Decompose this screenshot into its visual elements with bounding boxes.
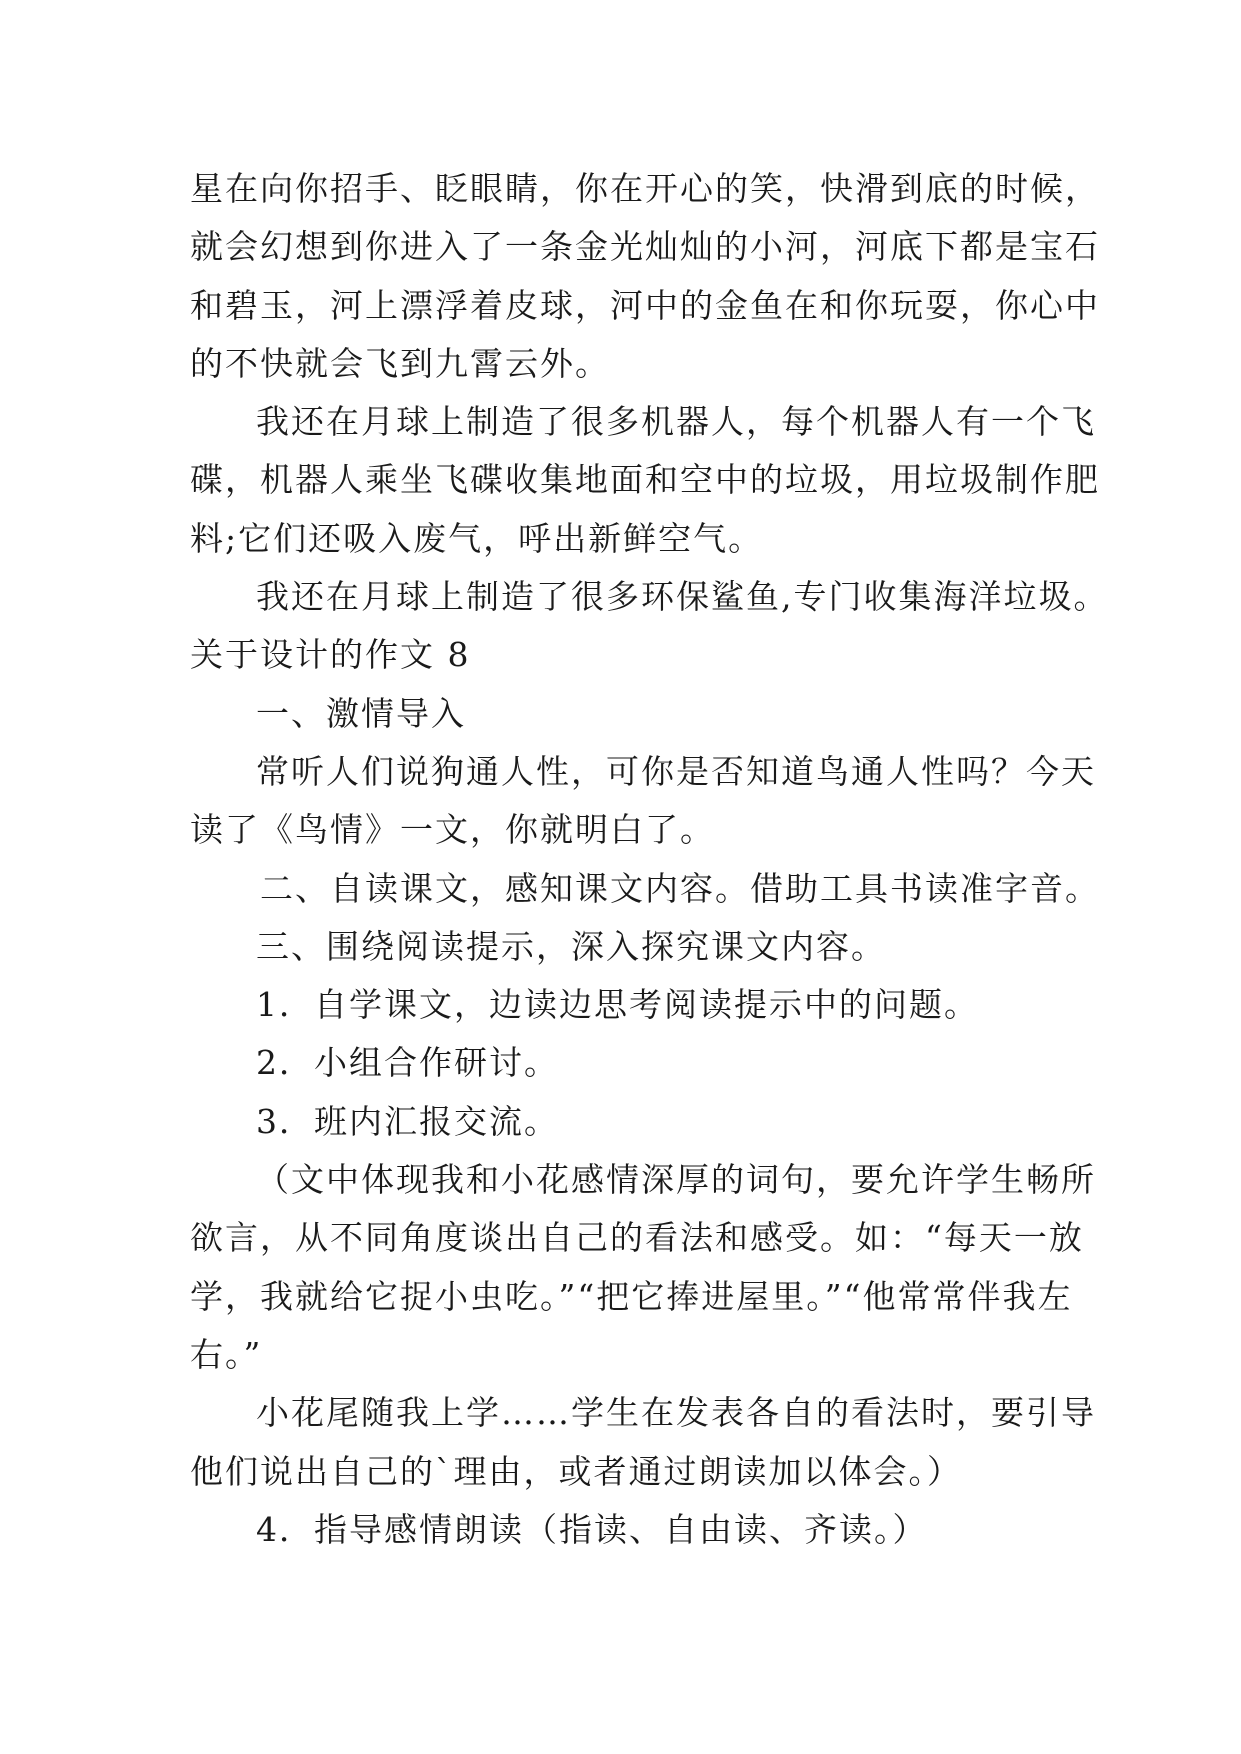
paragraph-start-line: 常听人们说狗通人性，可你是否知道鸟通人性吗？今天 [256, 751, 1096, 791]
list-item: 3．班内汇报交流。 [256, 1101, 559, 1141]
paragraph-start-line: 我还在月球上制造了很多机器人，每个机器人有一个飞 [256, 402, 1096, 442]
text-line: 星在向你招手、眨眼睛，你在开心的笑，快滑到底的时候， [190, 169, 1100, 208]
list-item: 2．小组合作研讨。 [256, 1043, 559, 1083]
text-line: 学，我就给它捉小虫吃。”“把它捧进屋里。”“他常常伴我左 [190, 1276, 1073, 1316]
text-line: 碟，机器人乘坐飞碟收集地面和空中的垃圾，用垃圾制作肥 [190, 460, 1100, 500]
text-line: 的不快就会飞到九霄云外。 [190, 343, 610, 383]
paragraph-start-line: （文中体现我和小花感情深厚的词句，要允许学生畅所 [256, 1160, 1096, 1200]
subsection-heading: 二、自读课文，感知课文内容。借助工具书读准字音。 [260, 868, 1100, 908]
subsection-heading: 一、激情导入 [256, 693, 466, 733]
section-heading: 关于设计的作文 8 [190, 635, 471, 675]
subsection-heading: 三、围绕阅读提示，深入探究课文内容。 [256, 926, 886, 966]
document-body [190, 160, 1109, 1559]
text-line: 欲言，从不同角度谈出自己的看法和感受。如：“每天一放 [190, 1218, 1084, 1258]
list-item: 4．指导感情朗读（指读、自由读、齐读。） [256, 1509, 928, 1549]
text-line: 读了《鸟情》一文，你就明白了。 [190, 810, 715, 850]
text-line: 他们说出自己的`理由，或者通过朗读加以体会。） [190, 1451, 962, 1491]
paragraph-start-line: 小花尾随我上学……学生在发表各自的看法时，要引导 [256, 1393, 1096, 1433]
list-item: 1．自学课文，边读边思考阅读提示中的问题。 [256, 985, 979, 1025]
paragraph-start-line: 我还在月球上制造了很多环保鲨鱼,专门收集海洋垃圾。 [256, 577, 1109, 617]
text-line: 右。” [190, 1334, 263, 1374]
text-line: 料;它们还吸入废气，呼出新鲜空气。 [190, 518, 764, 558]
text-line: 就会幻想到你进入了一条金光灿灿的小河，河底下都是宝石 [190, 227, 1100, 267]
text-line: 和碧玉，河上漂浮着皮球，河中的金鱼在和你玩耍，你心中 [190, 285, 1100, 325]
